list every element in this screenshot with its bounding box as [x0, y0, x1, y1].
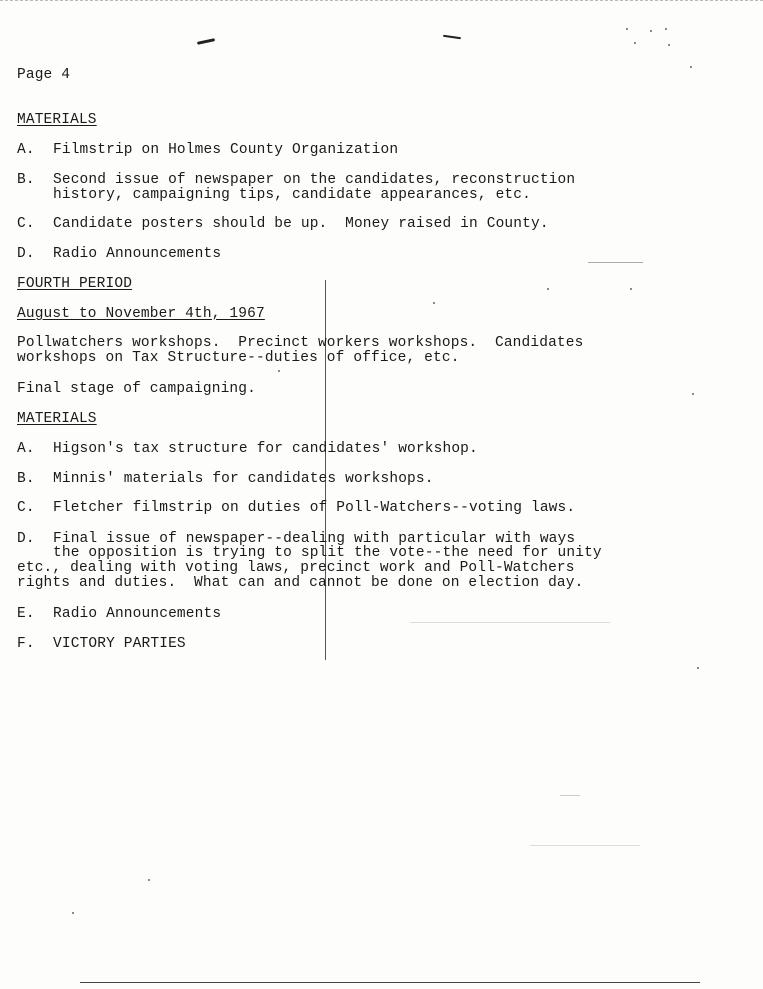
scan-speck [668, 44, 670, 46]
scan-mark [197, 38, 215, 45]
scan-speck [148, 879, 150, 881]
scan-streak [530, 845, 640, 846]
item-letter: E. [17, 606, 35, 622]
page-bottom-edge [80, 982, 700, 983]
materials-heading: MATERIALS [17, 411, 97, 427]
item-text: Second issue of newspaper on the candidates, reconstruction [53, 172, 576, 188]
period-heading: FOURTH PERIOD [17, 276, 133, 292]
item-text: Fletcher filmstrip on duties of Poll-Watchers--voting laws. [53, 500, 576, 516]
page-label: Page 4 [17, 67, 71, 83]
item-letter: A. [17, 441, 35, 457]
scan-speck [690, 66, 692, 68]
page-edge [0, 0, 763, 2]
scan-speck [634, 42, 636, 44]
item-text: Filmstrip on Holmes County Organization [53, 142, 399, 158]
item-text: Higson's tax structure for candidates' workshop. [53, 441, 478, 457]
item-text: rights and duties. What can and cannot be done on election day. [17, 575, 584, 591]
scan-streak [560, 795, 580, 796]
scan-speck [547, 288, 549, 290]
period-paragraph: Pollwatchers workshops. Precinct workers workshops. Candidates [17, 335, 584, 351]
item-letter: B. [17, 471, 35, 487]
item-text: VICTORY PARTIES [53, 636, 186, 652]
final-stage: Final stage of campaigning. [17, 381, 256, 397]
period-dates: August to November 4th, 1967 [17, 306, 265, 322]
item-text: Final issue of newspaper--dealing with particular with ways [53, 531, 576, 547]
scan-speck [278, 370, 280, 372]
scan-speck [433, 302, 435, 304]
period-paragraph: workshops on Tax Structure--duties of office, etc. [17, 350, 460, 366]
scan-speck [665, 28, 667, 30]
scan-streak [588, 262, 643, 263]
item-text: Minnis' materials for candidates workshops. [53, 471, 434, 487]
scan-speck [650, 30, 652, 32]
scan-speck [692, 393, 694, 395]
item-letter: F. [17, 636, 35, 652]
scan-speck [626, 28, 628, 30]
item-letter: C. [17, 216, 35, 232]
item-letter: D. [17, 246, 35, 262]
item-text: Radio Announcements [53, 246, 222, 262]
scan-streak [410, 622, 610, 623]
item-text: Candidate posters should be up. Money raised in County. [53, 216, 549, 232]
item-text: etc., dealing with voting laws, precinct work and Poll-Watchers [17, 560, 575, 576]
item-letter: C. [17, 500, 35, 516]
item-text: history, campaigning tips, candidate appearances, etc. [53, 187, 531, 203]
scan-speck [697, 667, 699, 669]
item-text: the opposition is trying to split the vote--the need for unity [53, 545, 602, 561]
item-letter: D. [17, 531, 35, 547]
item-letter: B. [17, 172, 35, 188]
item-text: Radio Announcements [53, 606, 222, 622]
item-letter: A. [17, 142, 35, 158]
scan-speck [630, 288, 632, 290]
materials-heading: MATERIALS [17, 112, 97, 128]
scan-speck [72, 912, 74, 914]
scan-mark [443, 35, 461, 39]
